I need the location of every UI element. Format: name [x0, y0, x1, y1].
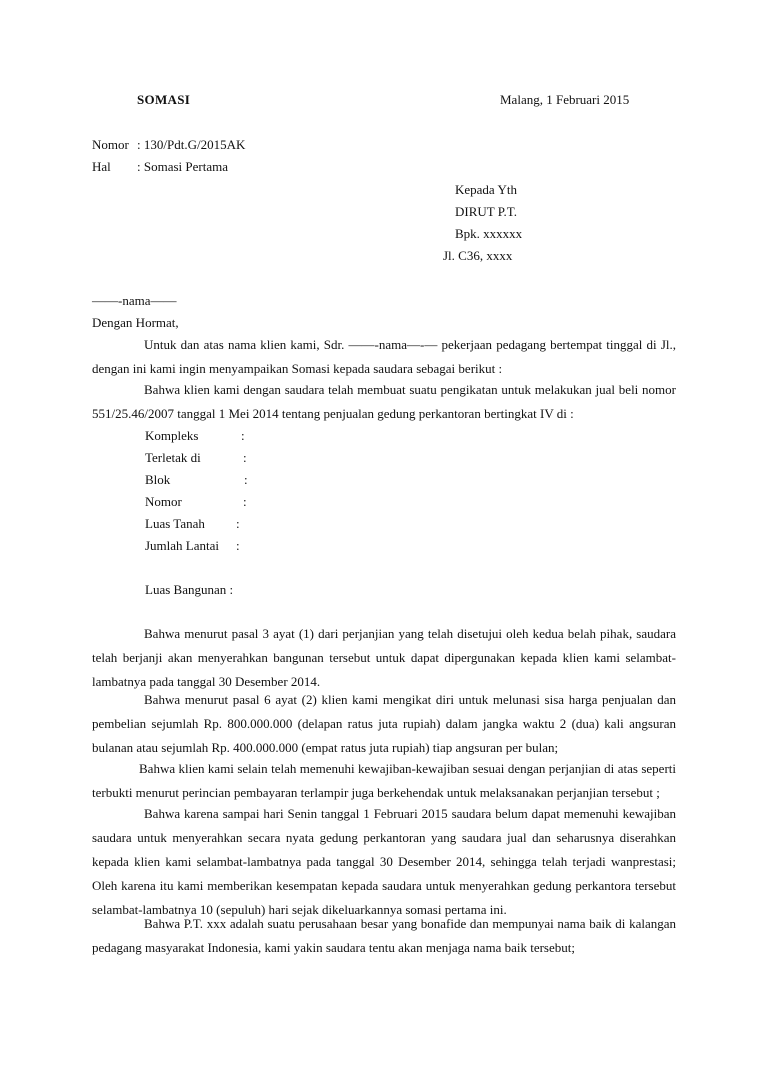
paragraph-5: [92, 757, 676, 805]
nomor-value: : 130/Pdt.G/2015AK: [137, 137, 246, 152]
recipient-line-1: Kepada Yth: [455, 182, 517, 197]
field-colon-jumlah-lantai: :: [236, 538, 240, 553]
nomor-label: Nomor: [92, 137, 129, 152]
paragraph-1: [92, 333, 676, 381]
sender-name: ——-nama——: [92, 293, 177, 308]
field-label-jumlah-lantai: Jumlah Lantai: [145, 538, 220, 553]
field-label-kompleks: Kompleks: [145, 428, 199, 443]
hal-label: Hal: [92, 159, 111, 174]
field-label-blok: Blok: [145, 472, 171, 487]
paragraph-4: [92, 688, 676, 760]
document-date: Malang, 1 Februari 2015: [500, 92, 630, 107]
field-colon-terletak: :: [243, 450, 247, 465]
paragraph-3: [92, 622, 676, 694]
paragraph-2-text: Bahwa klien kami dengan saudara telah membuat suatu pengikatan untuk melakukan jual beli nomor 551/25.46/2007 tanggal 1 Mei 2014 tentang penjualan gedung perkantoran bertingkat IV di :: [92, 382, 676, 421]
field-colon-nomor: :: [243, 494, 247, 509]
document-title: SOMASI: [137, 92, 191, 107]
recipient-line-3: Bpk. xxxxxx: [455, 226, 523, 241]
hal-value: : Somasi Pertama: [137, 159, 228, 174]
field-label-nomor: Nomor: [145, 494, 182, 509]
paragraph-6: [92, 802, 676, 922]
paragraph-6-text: Bahwa karena sampai hari Senin tanggal 1 Februari 2015 saudara belum dapat memenuhi kewajiban saudara untuk menyerahkan secara nyata gedung perkantoran yang saudara jual dan seharusnya diserahkan kepada klien kami selambat-lambatnya pada tanggal 30 Desember 2014, sehingga telah terjadi wanprestasi; Oleh karena itu kami memberikan kesempatan kepada saudara untuk menyerahkan gedung perkantora tersebut selambat-lambatnya 10 (sepuluh) hari sejak dikeluarkannya somasi pertama ini.: [92, 806, 676, 917]
field-colon-luas-tanah: :: [236, 516, 240, 531]
recipient-line-4: Jl. C36, xxxx: [443, 248, 513, 263]
paragraph-2: [92, 378, 676, 426]
recipient-line-2: DIRUT P.T.: [455, 204, 517, 219]
field-label-terletak: Terletak di: [145, 450, 201, 465]
luas-bangunan-label: Luas Bangunan :: [145, 582, 234, 597]
paragraph-7: [92, 912, 676, 960]
paragraph-7-text: Bahwa P.T. xxx adalah suatu perusahaan besar yang bonafide dan mempunyai nama baik di kalangan pedagang masyarakat Indonesia, kami yakin saudara tentu akan menjaga nama baik tersebut;: [92, 916, 676, 955]
field-colon-kompleks: :: [241, 428, 245, 443]
paragraph-3-text: Bahwa menurut pasal 3 ayat (1) dari perjanjian yang telah disetujui oleh kedua belah pihak, saudara telah berjanji akan menyerahkan bangunan tersebut untuk dapat dipergunakan kepada klien kami selambat-lambatnya pada tanggal 30 Desember 2014.: [92, 626, 676, 689]
paragraph-5-text: Bahwa klien kami selain telah memenuhi kewajiban-kewajiban sesuai dengan perjanjian di atas seperti terbukti menurut perincian pembayaran terlampir juga berkehendak untuk melaksanakan perjanjian tersebut ;: [92, 761, 676, 800]
paragraph-1-text: Untuk dan atas nama klien kami, Sdr. ——-nama—-— pekerjaan pedagang bertempat tinggal di Jl., dengan ini kami ingin menyampaikan Somasi kepada saudara sebagai berikut :: [92, 337, 676, 376]
field-colon-blok: :: [244, 472, 248, 487]
field-label-luas-tanah: Luas Tanah: [145, 516, 205, 531]
greeting: Dengan Hormat,: [92, 315, 179, 330]
paragraph-4-text: Bahwa menurut pasal 6 ayat (2) klien kami mengikat diri untuk melunasi sisa harga penjualan dan pembelian sejumlah Rp. 800.000.000 (delapan ratus juta rupiah) dalam jangka waktu 2 (dua) kali angsuran bulanan atau sejumlah Rp. 400.000.000 (empat ratus juta rupiah) tiap angsuran per bulan;: [92, 692, 676, 755]
